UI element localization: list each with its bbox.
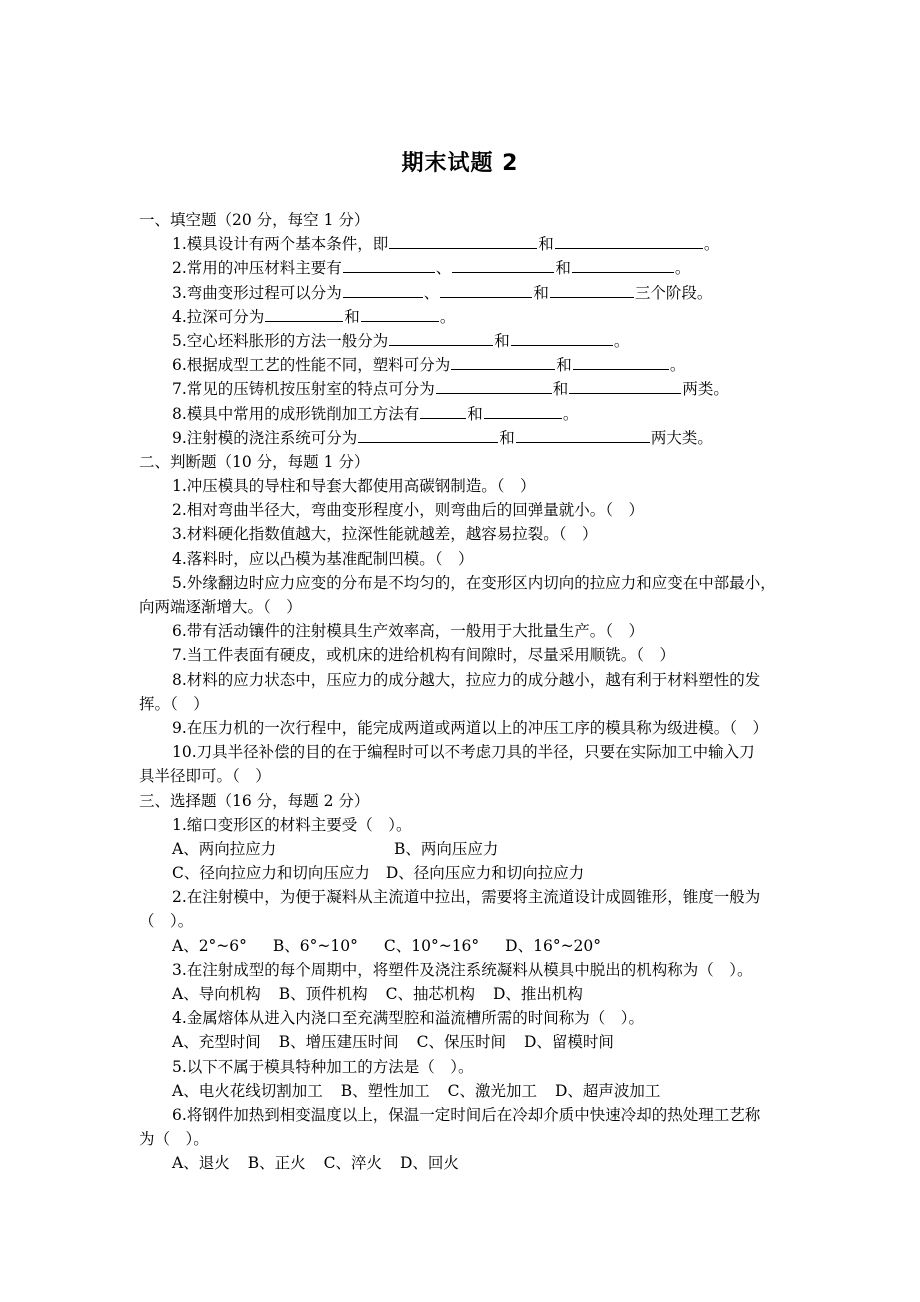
page-title: 期末试题 2 [401,151,519,176]
question-1-4 [139,305,789,329]
option-d[interactable]: D、推出机构 [492,985,583,1003]
question-text: 和 [494,331,510,350]
question-3-1-options-ab [139,837,789,861]
question-2-8: 8.材料的应力状态中，压应力的成分越大，拉应力的成分越小，越有利于材料塑性的发 [172,670,761,689]
question-1-5 [139,329,789,353]
question-3-2-options [139,934,789,958]
option-d[interactable]: D、超声波加工 [554,1081,661,1100]
question-text: 3.弯曲变形过程可以分为 [172,283,342,302]
answer-blank[interactable] [550,282,634,298]
question-3-6-options [139,1151,789,1175]
question-1-8 [139,402,789,426]
answer-blank[interactable] [440,282,532,298]
option-c[interactable]: C、径向拉应力和切向压应力 [172,864,370,883]
question-3-3-options [139,982,789,1006]
option-a[interactable]: A、2°~6° [172,936,247,955]
question-text: 和 [344,307,360,326]
option-a[interactable]: A、退火 [172,1154,230,1173]
question-text: 。 [674,259,691,278]
question-text: 。 [703,235,720,254]
question-text: 5.空心坯料胀形的方法一般分为 [172,331,389,350]
option-a[interactable]: A、电火花线切割加工 [172,1081,323,1100]
question-text: 7.常见的压铸机按压射室的特点可分为 [172,380,435,399]
question-3-2-continued: （ ）。 [139,912,194,931]
answer-blank[interactable] [343,282,423,298]
question-1-9 [139,426,789,450]
section-heading-multiple-choice: 三、选择题（16 分，每题 2 分） [139,791,370,810]
answer-blank[interactable] [389,330,493,346]
question-2-7: 7.当工件表面有硬皮，或机床的进给机构有间隙时，尽量采用顺铣。（ ） [172,646,676,665]
question-3-1: 1.缩口变形区的材料主要受（ ）。 [172,815,412,834]
option-d[interactable]: D、回火 [399,1154,459,1173]
option-d[interactable]: D、留模时间 [523,1033,614,1052]
answer-blank[interactable] [420,403,466,419]
answer-blank[interactable] [572,257,674,273]
option-c[interactable]: C、抽芯机构 [385,985,475,1003]
question-3-3: 3.在注射成型的每个周期中，将塑件及浇注系统凝料从模具中脱出的机构称为（ ）。 [172,960,753,979]
question-3-5-options [139,1079,789,1103]
section-heading-true-false: 二、判断题（10 分，每题 1 分） [139,452,370,471]
exam-content [139,208,789,1176]
question-2-6: 6.带有活动镶件的注射模具生产效率高，一般用于大批量生产。（ ） [172,622,645,641]
answer-blank[interactable] [361,306,439,322]
option-a[interactable]: A、导向机构 [172,985,261,1003]
option-d[interactable]: D、16°~20° [505,936,602,955]
answer-blank[interactable] [389,233,537,249]
question-text: 和 [499,428,515,447]
question-2-2: 2.相对弯曲半径大，弯曲变形程度小，则弯曲后的回弹量就小。（ ） [172,501,645,520]
question-2-1: 1.冲压模具的导柱和导套大都使用高碳钢制造。（ ） [172,477,536,496]
option-c[interactable]: C、10°~16° [383,936,480,955]
question-3-6: 6.将钢件加热到相变温度以上，保温一定时间后在冷却介质中快速冷却的热处理工艺称 [172,1105,761,1124]
option-a[interactable]: A、两向拉应力 [172,839,277,858]
question-text: 和 [538,235,554,254]
question-2-10: 10.刀具半径补偿的目的在于编程时可以不考虑刀具的半径，只要在实际加工中输入刀 [172,743,755,762]
answer-blank[interactable] [511,330,613,346]
question-3-4-options [139,1030,789,1054]
question-text: 、 [435,259,452,278]
answer-blank[interactable] [452,257,554,273]
question-text: 。 [562,404,579,423]
option-b[interactable]: B、增压建压时间 [278,1033,399,1052]
answer-blank[interactable] [265,306,343,322]
question-text: 和 [555,259,571,278]
question-2-9: 9.在压力机的一次行程中，能完成两道或两道以上的冲压工序的模具称为级进模。（ ） [172,718,769,737]
question-3-6-continued: 为（ ）。 [139,1130,209,1149]
question-3-5: 5.以下不属于模具特种加工的方法是（ ）。 [172,1057,474,1076]
question-text: 。 [439,307,456,326]
answer-blank[interactable] [484,403,562,419]
question-2-5: 5.外缘翻边时应力应变的分布是不均匀的，在变形区内切向的拉应力和应变在中部最小， [172,573,776,592]
question-1-7 [139,377,789,401]
option-d[interactable]: D、径向压应力和切向拉应力 [385,864,585,883]
question-text: 和 [533,283,549,302]
option-c[interactable]: C、保压时间 [416,1033,506,1052]
question-3-4: 4.金属熔体从进入内浇口至充满型腔和溢流槽所需的时间称为（ ）。 [172,1009,645,1028]
question-text: 两大类。 [650,428,713,447]
section-heading-fill-blank: 一、填空题（20 分，每空 1 分） [139,211,370,229]
question-text: 8.模具中常用的成形铣削加工方法有 [172,404,420,423]
option-c[interactable]: C、淬火 [323,1154,382,1173]
question-1-6 [139,353,789,377]
answer-blank[interactable] [569,378,681,394]
question-2-3: 3.材料硬化指数值越大，拉深性能就越差，越容易拉裂。（ ） [172,525,598,544]
option-b[interactable]: B、顶件机构 [278,985,368,1003]
question-3-2: 2.在注射模中，为便于凝料从主流道中拉出，需要将主流道设计成圆锥形，锥度一般为 [172,888,761,907]
question-1-1 [139,232,789,256]
question-text: 三个阶段。 [634,283,713,302]
question-text: 6.根据成型工艺的性能不同，塑料可分为 [172,356,451,375]
option-a[interactable]: A、充型时间 [172,1033,261,1052]
question-2-8-continued: 挥。（ ） [139,694,209,713]
question-1-3 [139,281,789,305]
question-text: 。 [613,331,630,350]
answer-blank[interactable] [451,354,555,370]
question-text: 和 [556,356,572,375]
question-text: 、 [423,283,440,302]
option-c[interactable]: C、激光加工 [447,1081,537,1100]
question-2-4: 4.落料时，应以凸模为基准配制凹模。（ ） [172,549,474,568]
question-text: 9.注射模的浇注系统可分为 [172,428,358,447]
question-1-2 [139,256,789,280]
option-b[interactable]: B、6°~10° [272,936,358,955]
answer-blank[interactable] [358,427,498,443]
question-text: 和 [467,404,483,423]
answer-blank[interactable] [343,257,435,273]
option-b[interactable]: B、正火 [247,1154,306,1173]
option-b[interactable]: B、塑性加工 [340,1081,430,1100]
question-text: 。 [669,356,686,375]
option-b[interactable]: B、两向压应力 [394,839,499,858]
question-text: 4.拉深可分为 [172,307,265,326]
answer-blank[interactable] [573,354,669,370]
question-text: 两类。 [682,380,729,399]
question-3-1-options-cd [139,861,789,885]
question-text: 和 [552,380,569,399]
question-text: 1.模具设计有两个基本条件，即 [172,235,389,254]
answer-blank[interactable] [436,378,552,394]
question-2-5-continued: 向两端逐渐增大。（ ） [139,598,302,616]
question-text: 2.常用的冲压材料主要有 [172,259,342,278]
question-2-10-continued: 具半径即可。（ ） [139,767,271,786]
answer-blank[interactable] [516,427,650,443]
answer-blank[interactable] [555,233,703,249]
